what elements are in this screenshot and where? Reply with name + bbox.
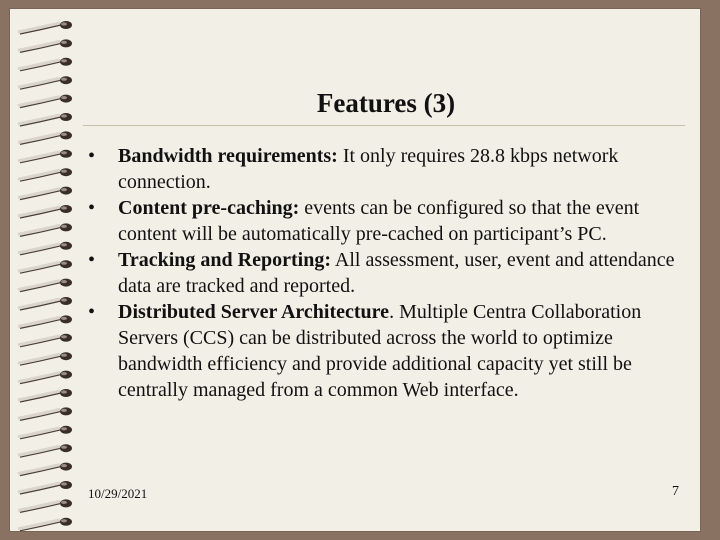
footer-date: 10/29/2021	[88, 486, 148, 501]
spiral-ring	[18, 334, 72, 347]
spiral-ring	[18, 95, 72, 108]
spiral-ring	[18, 131, 72, 144]
spiral-ring	[18, 407, 72, 420]
bullet-dot: •	[88, 249, 96, 271]
bullet-text: It only requires 28.8 kbps network connection.	[118, 145, 619, 193]
spiral-binding-icon	[0, 0, 90, 540]
title-divider	[83, 125, 685, 126]
bullet-item	[88, 247, 688, 299]
spiral-ring	[18, 315, 72, 328]
spiral-ring	[18, 187, 72, 200]
spiral-ring	[18, 113, 72, 126]
bullet-dot: •	[88, 301, 96, 323]
spiral-ring	[18, 168, 72, 181]
spiral-ring	[18, 518, 72, 531]
bullet-lead: Bandwidth requirements:	[118, 145, 338, 167]
bullet-dot: •	[88, 197, 96, 219]
spiral-ring	[18, 21, 72, 34]
bullet-item	[88, 195, 688, 247]
page-number: 7	[672, 484, 679, 499]
spiral-ring	[18, 371, 72, 384]
spiral-ring	[18, 223, 72, 236]
spiral-ring	[18, 39, 72, 52]
spiral-ring	[18, 260, 72, 273]
spiral-ring	[18, 242, 72, 255]
spiral-ring	[18, 499, 72, 512]
spiral-ring	[18, 352, 72, 365]
spiral-ring	[18, 205, 72, 218]
bullet-item	[88, 299, 688, 403]
spiral-ring	[18, 297, 72, 310]
spiral-ring	[18, 279, 72, 292]
slide-title: Features (3)	[316, 88, 456, 118]
spiral-ring	[18, 58, 72, 71]
bullet-text: events can be configured so that the event content will be automatically pre-cached on participant’s PC.	[118, 197, 640, 245]
bullet-item	[88, 143, 688, 195]
bullet-text: All assessment, user, event and attendance data are tracked and reported.	[118, 249, 675, 297]
spiral-ring	[18, 389, 72, 402]
spiral-ring	[18, 481, 72, 494]
spiral-ring	[18, 426, 72, 439]
spiral-ring	[18, 150, 72, 163]
bullet-lead: Tracking and Reporting:	[118, 249, 331, 271]
bullet-text: . Multiple Centra Collaboration Servers (CCS) can be distributed across the world to optimize bandwidth efficiency and provide additional capacity yet still be centrally managed from a common Web interface.	[118, 301, 642, 401]
spiral-ring	[18, 463, 72, 476]
spiral-ring	[18, 76, 72, 89]
bullet-lead: Content pre-caching:	[118, 197, 300, 219]
bullet-dot: •	[88, 145, 96, 167]
bullet-lead: Distributed Server Architecture	[118, 301, 390, 323]
bullet-list	[88, 143, 688, 403]
spiral-ring	[18, 444, 72, 457]
